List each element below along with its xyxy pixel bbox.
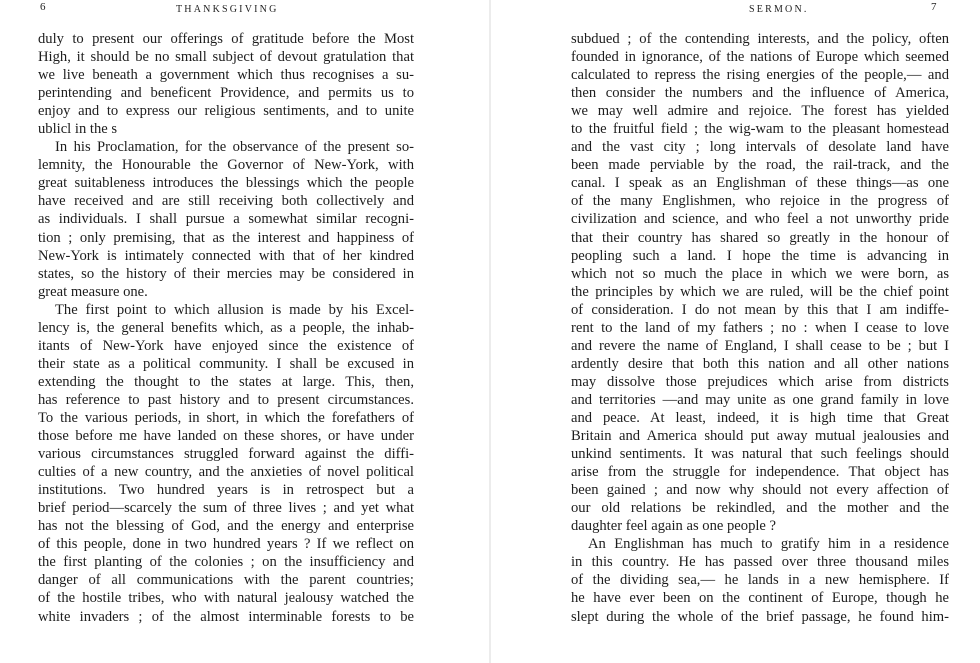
text-line: To the various periods, in short, in which the forefathers of <box>38 409 414 426</box>
text-line: danger of all communications with the parent countries; <box>38 572 414 589</box>
text-line: their state as a political community. I shall be excused in <box>38 355 414 372</box>
text-line: of the dividing sea,— he lands in a new hemisphere. If <box>571 572 949 589</box>
text-line: the principles by which we are ruled, will be the chief point <box>571 283 949 300</box>
text-line: ublicl in the s <box>38 121 118 138</box>
text-line: the first planting of the colonies ; on the insufficiency and <box>38 554 414 571</box>
text-line: states, so the history of their mercies may be considered in <box>38 265 414 282</box>
text-line: culties of a new country, and the anxieties of novel political <box>38 464 414 481</box>
text-line: and revere the name of England, I shall cease to be ; but I <box>571 337 949 354</box>
text-line: and territories —and may unite as one grand family in love <box>571 391 949 408</box>
text-line: of consideration. I do not mean by this that I am indiffe- <box>571 301 949 318</box>
page-body <box>38 30 414 626</box>
text-line: subdued ; of the contending interests, and the policy, often <box>571 31 949 47</box>
text-line: as individuals. I shall pursue a somewhat similar recogni- <box>38 211 414 228</box>
text-line: institutions. Two hundred years is in retrospect but a <box>38 482 414 499</box>
text-line: rent to the land of my fathers ; no : when I cease to love <box>571 319 949 336</box>
text-line: High, it should be no small subject of devout gratulation that <box>38 49 414 66</box>
text-line: founded in ignorance, of the nations of Europe which seemed <box>571 49 949 66</box>
text-line: calculated to repress the rising energies of the people,— and <box>571 67 949 84</box>
paragraph-start: An Englishman has much to gratify him in a residence <box>588 536 949 553</box>
text-line: brief period—scarcely the sum of three lives ; and yet what <box>38 500 414 517</box>
text-line: to the fruitful field ; the wig-wam to the pleasant homestead <box>571 121 949 138</box>
text-line: daughter feel again as one people ? <box>571 518 777 535</box>
text-line: extending the thought to the states at large. This, then, <box>38 373 414 390</box>
text-line: Britain and America should put away mutual jealousies and <box>571 428 949 445</box>
paragraph-start: In his Proclamation, for the observance of the present so- <box>55 139 414 156</box>
running-head: SERMON. <box>749 4 809 15</box>
text-line: ardently desire that both this nation and all other nations <box>571 355 949 372</box>
text-line: of the hostile tribes, who with natural jealousy watched the <box>38 590 414 607</box>
text-line: unkind sentiments. It was natural that such feelings should <box>571 446 949 463</box>
running-head: THANKSGIVING <box>176 4 279 15</box>
right-page <box>491 0 980 663</box>
text-line: we live beneath a government which thus recognises a su- <box>38 67 414 84</box>
text-line: have received and are still receiving both collectively and <box>38 193 414 210</box>
text-line: then consider the numbers and the influence of America, <box>571 85 949 102</box>
text-line: tion ; only premising, that as the interest and happiness of <box>38 229 414 246</box>
text-line: canal. I speak as an Englishman of these things—as one <box>571 175 949 192</box>
text-line: lemnity, the Honourable the Governor of New-York, with <box>38 157 414 174</box>
text-line: been made perviable by the road, the rail-track, and the <box>571 157 949 174</box>
text-line: he have ever been on the continent of Europe, though he <box>571 590 949 607</box>
page-number: 6 <box>40 1 46 13</box>
text-line: those before me have landed on these shores, or have under <box>38 428 414 445</box>
text-line: and peace. At least, indeed, it is high time that Great <box>571 409 949 426</box>
page-body <box>571 30 949 626</box>
text-line: which not so much the place in which we were born, as <box>571 265 949 282</box>
text-line: slept during the whole of the brief passage, he found him- <box>571 608 949 625</box>
text-line: lency is, the general benefits which, as a people, the inhab- <box>38 319 414 336</box>
text-line: in this country. He has passed over three thousand miles <box>571 554 949 571</box>
text-line: peopling such a land. I hope the time is advancing in <box>571 247 949 264</box>
text-line: perintending and beneficent Providence, and permits us to <box>38 85 414 102</box>
text-line: great measure one. <box>38 283 148 300</box>
text-line: arise from the struggle for independence. That object has <box>571 464 949 481</box>
text-line: may dissolve those prejudices which arise from districts <box>571 373 949 390</box>
text-line: various circumstances struggled forward against the diffi- <box>38 446 414 463</box>
text-line: our old relations be rekindled, and the mother and the <box>571 500 949 517</box>
text-line: been gained ; and now why should not every affection of <box>571 482 949 499</box>
text-line: New-York is intimately connected with that of her kindred <box>38 247 414 264</box>
paragraph-start: The first point to which allusion is made by his Excel- <box>55 301 414 318</box>
text-line: of the many Englishmen, who rejoice in the progress of <box>571 193 949 210</box>
text-line: enjoy and to express our religious sentiments, and to unite <box>38 103 414 120</box>
left-page <box>0 0 489 663</box>
text-line: and the vast city ; long intervals of desolate land have <box>571 139 949 156</box>
text-line: great suitableness introduces the blessings which the people <box>38 175 414 192</box>
text-line: white invaders ; of the almost interminable forests to be <box>38 608 414 625</box>
text-line: has reference to past history and to present circumstances. <box>38 391 414 408</box>
text-line: that their country has shared so greatly in the honour of <box>571 229 949 246</box>
text-line: we may well admire and rejoice. The forest has yielded <box>571 103 949 120</box>
text-line: of this people, done in two hundred years ? If we reflect on <box>38 536 414 553</box>
text-line: duly to present our offerings of gratitude before the Most <box>38 31 414 47</box>
page-number: 7 <box>931 1 937 13</box>
text-line: itants of New-York have enjoyed since the existence of <box>38 337 414 354</box>
text-line: has not the blessing of God, and the energy and enterprise <box>38 518 414 535</box>
text-line: civilization and science, and who feel a not unworthy pride <box>571 211 949 228</box>
